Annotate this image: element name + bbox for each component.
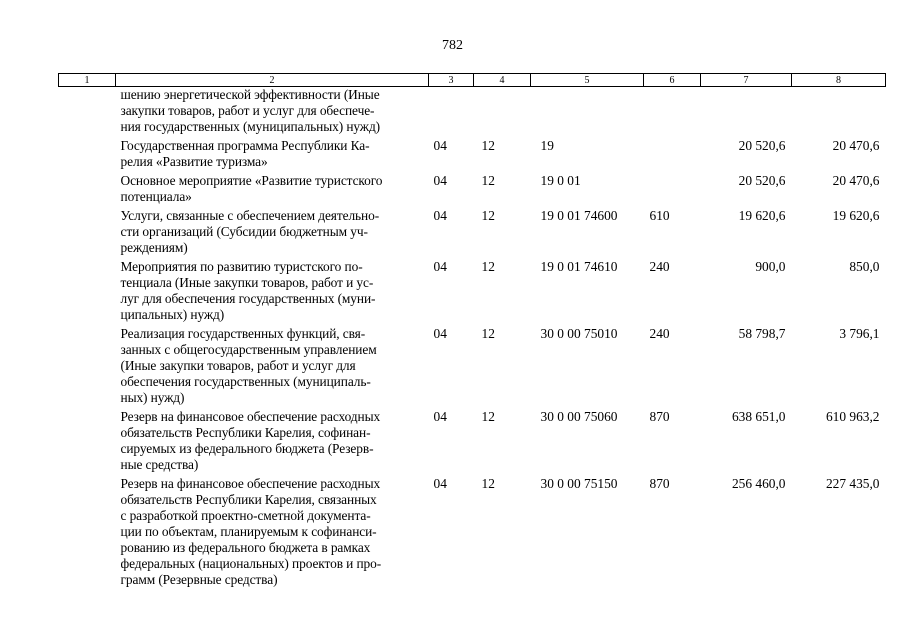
item-name-line: федеральных (национальных) проектов и про- <box>120 556 382 571</box>
subsection-code-cell: 12 <box>481 173 495 188</box>
item-name-line: релия «Развитие туризма» <box>120 154 268 169</box>
item-name-line: Услуги, связанные с обеспечением деятельно- <box>120 208 380 223</box>
expense-type-cell <box>644 87 701 139</box>
amount-year-2-cell: 850,0 <box>849 259 880 274</box>
expense-type-cell <box>644 138 701 173</box>
row-number-cell <box>59 208 116 259</box>
item-name-cell <box>116 208 429 259</box>
amount-year-2-cell: 610 963,2 <box>825 409 880 424</box>
budget-table <box>58 73 886 591</box>
section-code-cell <box>429 87 474 139</box>
amount-year-1-cell: 20 520,6 <box>738 173 786 188</box>
section-code-cell: 04 <box>433 208 447 223</box>
item-name-line: обеспечения государственных (муниципаль- <box>120 374 371 389</box>
expense-type-cell <box>644 173 701 208</box>
item-name-line: Основное мероприятие «Развитие туристского <box>120 173 383 188</box>
column-header-2: 2 <box>116 74 429 87</box>
column-number-header-row <box>59 74 886 87</box>
item-name-line: шению энергетической эффективности (Иные <box>120 87 380 102</box>
section-code-cell: 04 <box>433 173 447 188</box>
column-header-4: 4 <box>474 74 531 87</box>
page-number: 782 <box>442 38 463 53</box>
item-name-cell <box>116 138 429 173</box>
item-name-line: ции по объектам, планируемым к софинанси- <box>120 524 377 539</box>
amount-year-1-cell: 20 520,6 <box>738 138 786 153</box>
row-number-cell <box>59 326 116 409</box>
column-header-1: 1 <box>59 74 116 87</box>
table-row <box>59 87 886 139</box>
section-code-cell: 04 <box>433 259 447 274</box>
item-name-line: Реализация государственных функций, свя- <box>120 326 366 341</box>
item-name-line: закупки товаров, работ и услуг для обеспече- <box>120 103 375 118</box>
item-name-cell <box>116 87 429 139</box>
column-header-6: 6 <box>644 74 701 87</box>
column-header-5: 5 <box>531 74 644 87</box>
amount-year-1-cell: 19 620,6 <box>738 208 786 223</box>
row-number-cell <box>59 409 116 476</box>
item-name-line: рованию из федерального бюджета в рамках <box>120 540 371 555</box>
target-article-cell: 30 0 00 75150 <box>540 476 618 491</box>
section-code-cell: 04 <box>433 409 447 424</box>
target-article-cell: 19 0 01 74600 <box>540 208 618 223</box>
subsection-code-cell: 12 <box>481 409 495 424</box>
item-name-line: ные средства) <box>120 457 199 472</box>
column-header-8: 8 <box>792 74 886 87</box>
section-code-cell: 04 <box>433 138 447 153</box>
expense-type-cell: 240 <box>649 326 670 341</box>
item-name-cell <box>116 173 429 208</box>
item-name-line: тенциала (Иные закупки товаров, работ и ус- <box>120 275 374 290</box>
item-name-line: Резерв на финансовое обеспечение расходных <box>120 409 381 424</box>
table-row <box>59 208 886 259</box>
item-name-cell <box>116 259 429 326</box>
item-name-line: луг для обеспечения государственных (муни- <box>120 291 376 306</box>
row-number-cell <box>59 138 116 173</box>
item-name-line: ципальных) нужд) <box>120 307 225 322</box>
item-name-line: Государственная программа Республики Ка- <box>120 138 370 153</box>
target-article-cell: 30 0 00 75010 <box>540 326 618 341</box>
amount-year-2-cell: 19 620,6 <box>832 208 880 223</box>
section-code-cell: 04 <box>433 476 447 491</box>
amount-year-1-cell <box>701 87 792 139</box>
item-name-line: Резерв на финансовое обеспечение расходных <box>120 476 381 491</box>
amount-year-1-cell: 900,0 <box>755 259 786 274</box>
table-row <box>59 326 886 409</box>
subsection-code-cell: 12 <box>481 326 495 341</box>
item-name-line: обязательств Республики Карелия, связанных <box>120 492 377 507</box>
item-name-line: с разработкой проектно-сметной документа- <box>120 508 371 523</box>
table-row <box>59 409 886 476</box>
subsection-code-cell: 12 <box>481 259 495 274</box>
amount-year-1-cell: 638 651,0 <box>731 409 786 424</box>
subsection-code-cell <box>474 87 531 139</box>
table-body <box>59 87 886 592</box>
target-article-cell: 19 0 01 74610 <box>540 259 618 274</box>
amount-year-2-cell <box>792 87 886 139</box>
item-name-line: занных с общегосударственным управлением <box>120 342 377 357</box>
item-name-line: реждениям) <box>120 240 188 255</box>
table-row <box>59 259 886 326</box>
item-name-line: обязательств Республики Карелия, софинан- <box>120 425 371 440</box>
amount-year-1-cell: 58 798,7 <box>738 326 786 341</box>
amount-year-2-cell: 20 470,6 <box>832 138 880 153</box>
target-article-cell: 19 <box>540 138 554 153</box>
subsection-code-cell: 12 <box>481 208 495 223</box>
row-number-cell <box>59 259 116 326</box>
expense-type-cell: 610 <box>649 208 670 223</box>
subsection-code-cell: 12 <box>481 476 495 491</box>
item-name-line: ния государственных (муниципальных) нужд) <box>120 119 381 134</box>
item-name-line: ных) нужд) <box>120 390 185 405</box>
column-header-7: 7 <box>701 74 792 87</box>
item-name-line: Мероприятия по развитию туристского по- <box>120 259 363 274</box>
expense-type-cell: 870 <box>649 476 670 491</box>
subsection-code-cell: 12 <box>481 138 495 153</box>
row-number-cell <box>59 476 116 591</box>
item-name-cell <box>116 409 429 476</box>
row-number-cell <box>59 173 116 208</box>
row-number-cell <box>59 87 116 139</box>
item-name-line: (Иные закупки товаров, работ и услуг для <box>120 358 356 373</box>
amount-year-2-cell: 20 470,6 <box>832 173 880 188</box>
table-row <box>59 476 886 591</box>
item-name-cell <box>116 326 429 409</box>
target-article-cell <box>531 87 644 139</box>
expense-type-cell: 240 <box>649 259 670 274</box>
target-article-cell: 19 0 01 <box>540 173 581 188</box>
target-article-cell: 30 0 00 75060 <box>540 409 618 424</box>
item-name-cell <box>116 476 429 591</box>
amount-year-2-cell: 227 435,0 <box>825 476 880 491</box>
table-row <box>59 173 886 208</box>
item-name-line: сти организаций (Субсидии бюджетным уч- <box>120 224 368 239</box>
amount-year-1-cell: 256 460,0 <box>731 476 786 491</box>
expense-type-cell: 870 <box>649 409 670 424</box>
amount-year-2-cell: 3 796,1 <box>839 326 880 341</box>
item-name-line: грамм (Резервные средства) <box>120 572 278 587</box>
item-name-line: сируемых из федерального бюджета (Резерв- <box>120 441 374 456</box>
section-code-cell: 04 <box>433 326 447 341</box>
column-header-3: 3 <box>429 74 474 87</box>
table-row <box>59 138 886 173</box>
item-name-line: потенциала» <box>120 189 192 204</box>
